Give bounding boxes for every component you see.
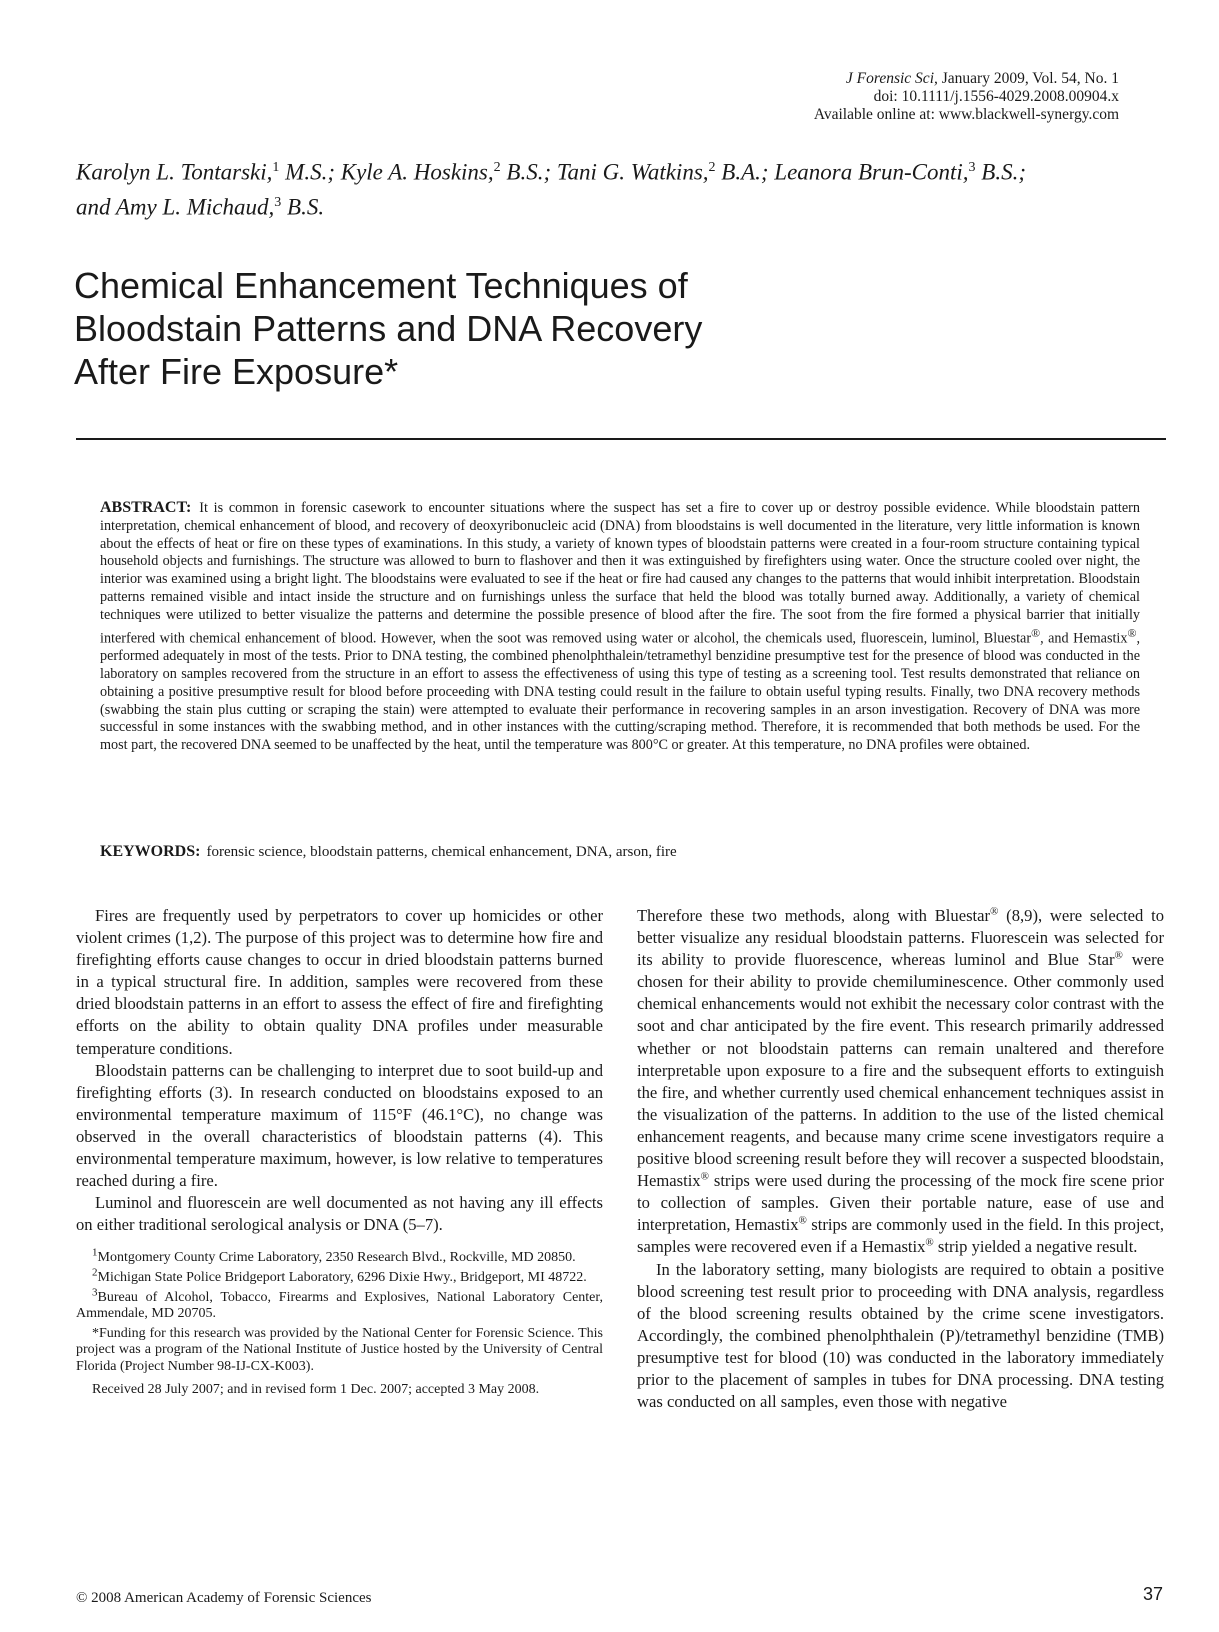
affiliation-marker: 2 [708,160,716,175]
journal-header [619,70,1119,124]
body-text: strip yielded a negative result. [933,1237,1138,1257]
author-name: Karolyn L. Tontarski, [76,159,273,185]
left-column [76,905,603,1401]
affiliation-marker: 3 [968,160,976,175]
footnote-text: Montgomery County Crime Laboratory, 2350 Research Blvd., Rockville, MD 20850. [97,1250,576,1266]
paper-title [74,264,834,393]
abstract [100,499,1140,755]
author-list [76,153,1166,222]
body-paragraph: Luminol and fluorescein are well documented as not having any ill effects on either traditional serological analysis or DNA (5–7). [76,1193,603,1235]
title-line: Bloodstain Patterns and DNA Recovery [74,308,703,349]
abstract-text: , performed adequately in most of the tests. Prior to DNA testing, the combined phenolphthalein/tetramethyl benzidine presumptive test for the presence of blood was conducted in the laboratory on samples recovered from the structure in an effort to assess the effectiveness of using this type of testing as a screening tool. Test results demonstrated that reliance on obtaining a positive presumptive result for blood before proceeding with DNA testing could result in the failure to obtain useful typing results. Finally, two DNA recovery methods (swabbing the stain plus cutting or scraping the stain) were attempted to evaluate their performance in recovering samples in an arson investigation. Recovery of DNA was more successful in some instances with the swabbing method, and in other instances with the cutting/scraping method. Therefore, it is recommended that both methods be used. For the most part, the recovered DNA seemed to be unaffected by the heat, until the temperature was 800°C or greater. At this temperature, no DNA profiles were obtained. [100,630,1141,754]
registered-mark: ® [700,1170,709,1183]
author-name: Leanora Brun-Conti, [774,159,969,185]
registered-mark: ® [925,1236,934,1249]
footnote [76,1246,603,1267]
affiliation-marker: 3 [274,194,282,210]
abstract-text: It is common in forensic casework to encounter situations where the suspect has set a fire to cover up or destroy possible evidence. While bloodstain pattern interpretation, chemical enhancement of blood, and recovery of deoxyribonucleic acid (DNA) from bloodstains is well documented in the literature, very little information is known about the effects of heat or fire on these types of examinations. In this study, a variety of known types of bloodstain patterns were created in a four-room structure containing typical household objects and furnishings. The structure was allowed to burn to flashover and then it was extinguished by firefighters using water. Once the structure cooled over night, the interior was examined using a bright light. The bloodstains were evaluated to see if the heat or fire had caused any changes to the patterns that would inhibit interpretation. Bloodstain patterns remained visible and intact inside the structure and on furnishings unless the surface that held the blood was totally burned away. Additionally, a variety of chemical techniques were utilized to better visualize the patterns and determine the possible presence of blood after the fire. The soot from the fire formed a physical barrier that initially interfered with chemical enhancement of blood. However, when the soot was removed using water or alcohol, the chemicals used, fluorescein, luminol, Bluestar [100,500,1140,647]
body-paragraph: In the laboratory setting, many biologists are required to obtain a positive blood screening test result prior to proceeding with DNA analysis, regardless of the blood screening results obtained by the crime scene investigators. Accordingly, the combined phenolphthalein (P)/tetramethyl benzidine (TMB) presumptive test for blood (10) was conducted in the laboratory immediately prior to the placement of samples in tubes for DNA processing. DNA testing was conducted on all samples, even those with negative [637,1259,1164,1412]
keywords-label: KEYWORDS: [100,843,201,860]
author-name: Kyle A. Hoskins, [340,159,494,185]
body-text: strips were used during the processing of the mock fire scene prior to collection of samples. Given their portable nature, ease of use and interpretation, Hemastix [637,1171,1164,1235]
journal-issue: January 2009, Vol. 54, No. 1 [937,70,1119,87]
funding-footnote: *Funding for this research was provided by the National Center for Forensic Science. This project was a program of the National Institute of Justice hosted by the University of Central Florida (Project Number 98-IJ-CX-K003). [76,1325,603,1374]
title-line: Chemical Enhancement Techniques of [74,265,688,306]
footnote [76,1285,603,1323]
right-column [637,905,1164,1413]
body-text: (8,9), were selected to better visualize any residual bloodstain patterns. Fluorescein was selected for its ability to provide fluorescence, whereas luminol and Blue Star [637,906,1164,970]
abstract-label: ABSTRACT: [100,499,192,516]
registered-mark: ® [1031,625,1041,640]
footnote-text: Michigan State Police Bridgeport Laboratory, 6296 Dixie Hwy., Bridgeport, MI 48722. [97,1270,587,1285]
affiliation-marker: 2 [493,160,501,175]
author-degree: B.A.; [715,159,775,185]
footnote-marker: 1 [92,1246,98,1259]
footnote-marker: 3 [92,1285,98,1298]
body-text: were chosen for their ability to provide chemiluminescence. Other commonly used chemical enhancements would not exhibit the necessary color contrast with the soot and char anticipated by the fire event. This research primarily addressed whether or not bloodstain patterns can remain unaltered and therefore interpretable upon exposure to a fire and the subsequent efforts to extinguish the fire, and whether currently used chemical enhancement techniques assist in the visualization of the patterns. In addition to the use of the listed chemical enhancement reagents, and because many crime scene investigators require a positive blood screening result before they will recover a suspected bloodstain, Hemastix [637,950,1165,1191]
footnotes [76,1246,603,1398]
doi: doi: 10.1111/j.1556-4029.2008.00904.x [873,88,1119,105]
author-degree: B.S.; [975,159,1026,185]
author-name: and Amy L. Michaud, [76,194,275,220]
keywords [100,843,1140,861]
registered-mark: ® [1114,949,1123,962]
body-paragraph: Fires are frequently used by perpetrators to cover up homicides or other violent crimes (1,2). The purpose of this project was to determine how fire and firefighting efforts cause changes to occur in dried bloodstain patterns burned in a typical structural fire. In addition, samples were recovered from these dried bloodstain patterns in an effort to assess the effect of fire and firefighting efforts on the ability to obtain quality DNA profiles under measurable temperature conditions. [76,906,603,1058]
affiliation-marker: 1 [272,160,280,175]
journal-name: J Forensic Sci, [845,70,938,87]
registered-mark: ® [1127,625,1137,640]
abstract-text: , and Hemastix [1040,630,1128,647]
title-line: After Fire Exposure* [74,351,399,392]
online-availability: Available online at: www.blackwell-synergy.com [813,106,1119,123]
author-degree: B.S.; [500,159,557,185]
footnote [76,1266,603,1287]
registered-mark: ® [990,905,999,918]
copyright-footer: © 2008 American Academy of Forensic Sciences [76,1590,372,1606]
author-degree: M.S.; [279,159,341,185]
author-degree: B.S. [281,194,325,220]
author-name: Tani G. Watkins, [556,159,709,185]
body-paragraph: Bloodstain patterns can be challenging to interpret due to soot build-up and firefighting efforts (3). In research conducted on bloodstains exposed to an environmental temperature maximum of 115°F (46.1°C), no change was observed in the overall characteristics of bloodstain patterns (4). This environmental temperature maximum, however, is low relative to temperatures reached during a fire. [76,1060,603,1191]
body-paragraph [637,905,1164,1259]
footnote-text: Bureau of Alcohol, Tobacco, Firearms and Explosives, National Laboratory Center, Ammendale, MD 20705. [76,1289,603,1322]
registered-mark: ® [798,1214,807,1227]
body-text: strips are commonly used in the field. In this project, samples were recovered even if a Hemastix [637,1215,1164,1257]
received-dates: Received 28 July 2007; and in revised form 1 Dec. 2007; accepted 3 May 2008. [92,1381,540,1397]
page-number: 37 [1142,1584,1163,1604]
footnote-marker: 2 [92,1266,98,1279]
title-divider [76,438,1166,440]
keywords-text: forensic science, bloodstain patterns, chemical enhancement, DNA, arson, fire [206,844,677,860]
journal-citation [619,70,1119,88]
body-text: Therefore these two methods, along with Bluestar [637,906,991,925]
